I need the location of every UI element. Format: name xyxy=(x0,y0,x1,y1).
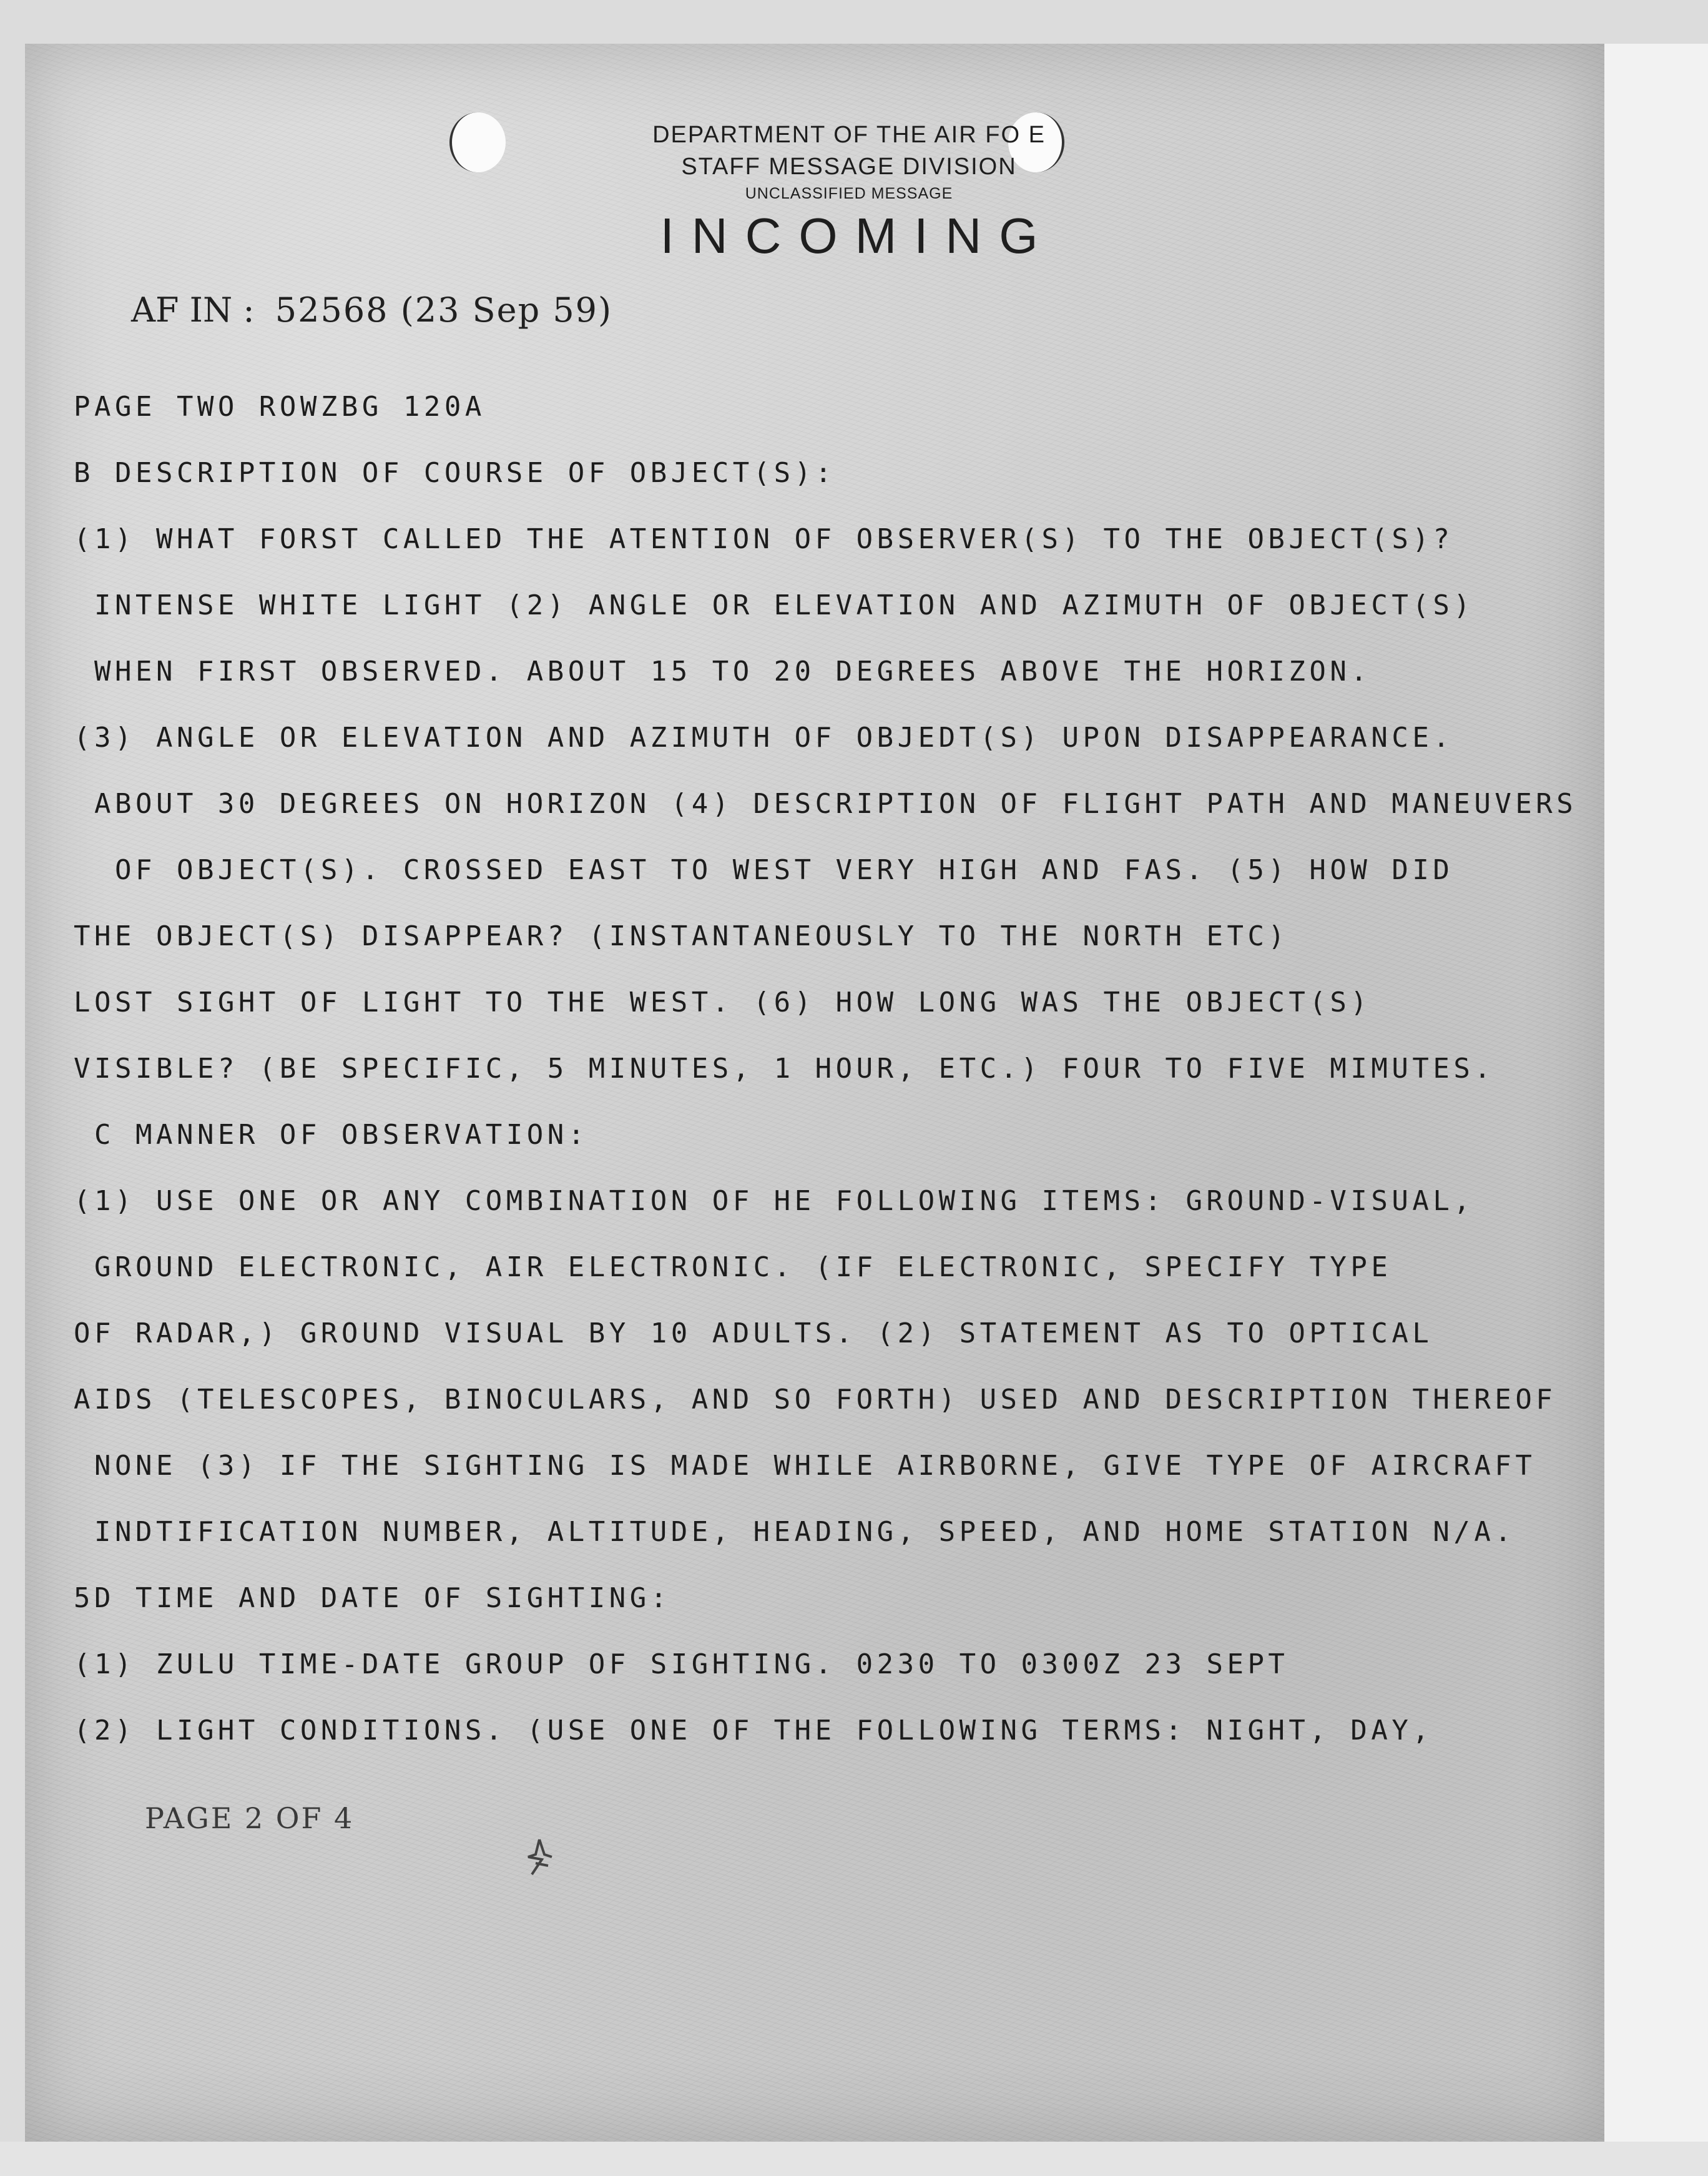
af-in-value: 52568 (23 Sep 59) xyxy=(275,290,613,330)
body-line: WHEN FIRST OBSERVED. ABOUT 15 TO 20 DEGREES ABOVE THE HORIZON. xyxy=(74,656,1372,687)
body-line: AIDS (TELESCOPES, BINOCULARS, AND SO FORTH) USED AND DESCRIPTION THEREOF xyxy=(74,1384,1557,1415)
body-line: (3) ANGLE OR ELEVATION AND AZIMUTH OF OBJEDT(S) UPON DISAPPEARANCE. xyxy=(74,722,1454,754)
scan-margin-right xyxy=(1604,44,1708,2176)
body-line: GROUND ELECTRONIC, AIR ELECTRONIC. (IF ELECTRONIC, SPECIFY TYPE xyxy=(74,1251,1392,1283)
body-line: THE OBJECT(S) DISAPPEAR? (INSTANTANEOUSLY TO THE NORTH ETC) xyxy=(74,920,1289,952)
page-number-stamp: PAGE 2 OF 4 xyxy=(145,1801,355,1835)
af-in-label: AF IN : xyxy=(131,290,255,330)
body-line: INTENSE WHITE LIGHT (2) ANGLE OR ELEVATION AND AZIMUTH OF OBJECT(S) xyxy=(74,589,1475,621)
ink-mark-icon xyxy=(523,1836,556,1879)
message-type: INCOMING xyxy=(660,208,1056,263)
af-in-line xyxy=(131,290,612,330)
body-line: PAGE TWO ROWZBG 120A xyxy=(74,391,486,423)
body-line: OF OBJECT(S). CROSSED EAST TO WEST VERY HIGH AND FAS. (5) HOW DID xyxy=(74,854,1454,886)
body-line: (1) USE ONE OR ANY COMBINATION OF HE FOLLOWING ITEMS: GROUND-VISUAL, xyxy=(74,1185,1475,1217)
body-line: ABOUT 30 DEGREES ON HORIZON (4) DESCRIPTION OF FLIGHT PATH AND MANEUVERS xyxy=(74,788,1578,820)
body-line: INDTIFICATION NUMBER, ALTITUDE, HEADING, SPEED, AND HOME STATION N/A. xyxy=(74,1516,1516,1548)
body-line: (1) ZULU TIME-DATE GROUP OF SIGHTING. 0230 TO 0300Z 23 SEPT xyxy=(74,1648,1289,1680)
department-title: DEPARTMENT OF THE AIR FO E xyxy=(652,122,1046,148)
body-line: C MANNER OF OBSERVATION: xyxy=(74,1119,589,1151)
message-body xyxy=(74,387,1578,1777)
classification-label: UNCLASSIFIED MESSAGE xyxy=(745,185,953,202)
body-line: B DESCRIPTION OF COURSE OF OBJECT(S): xyxy=(74,457,836,489)
scan-margin-bottom xyxy=(0,2142,1708,2176)
body-line: (2) LIGHT CONDITIONS. (USE ONE OF THE FOLLOWING TERMS: NIGHT, DAY, xyxy=(74,1715,1433,1746)
message-header xyxy=(624,119,1074,267)
punch-hole-left xyxy=(449,112,506,172)
body-line: VISIBLE? (BE SPECIFIC, 5 MINUTES, 1 HOUR, ETC.) FOUR TO FIVE MIMUTES. xyxy=(74,1053,1495,1085)
body-line: 5D TIME AND DATE OF SIGHTING: xyxy=(74,1582,671,1614)
body-line: LOST SIGHT OF LIGHT TO THE WEST. (6) HOW LONG WAS THE OBJECT(S) xyxy=(74,987,1372,1018)
body-line: NONE (3) IF THE SIGHTING IS MADE WHILE AIRBORNE, GIVE TYPE OF AIRCRAFT xyxy=(74,1450,1536,1482)
body-line: (1) WHAT FORST CALLED THE ATENTION OF OBSERVER(S) TO THE OBJECT(S)? xyxy=(74,523,1454,555)
body-line: OF RADAR,) GROUND VISUAL BY 10 ADULTS. (2) STATEMENT AS TO OPTICAL xyxy=(74,1317,1433,1349)
division-title: STAFF MESSAGE DIVISION xyxy=(681,154,1017,180)
